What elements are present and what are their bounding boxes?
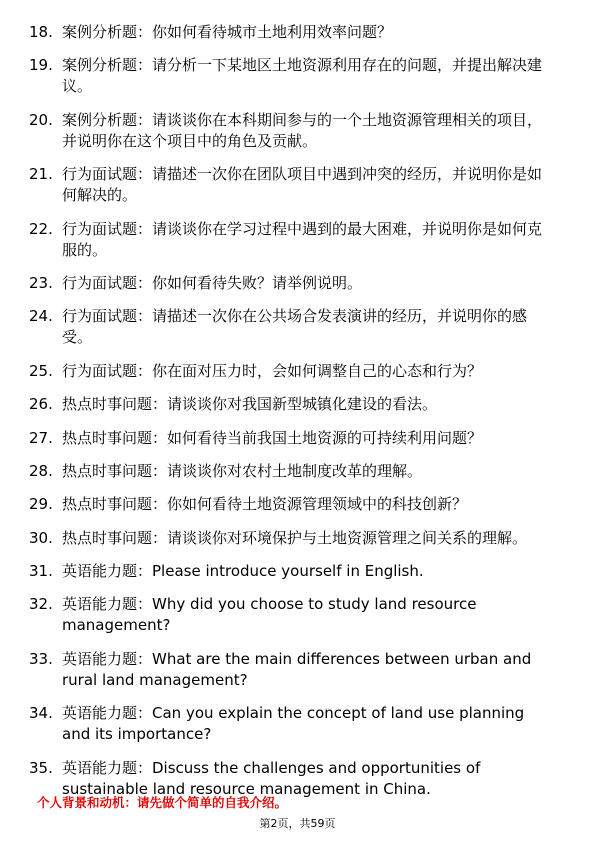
item-number: 26. <box>29 395 53 414</box>
list-item <box>0 594 595 636</box>
list-item <box>0 219 595 261</box>
item-number: 24. <box>29 307 53 326</box>
item-number: 35. <box>29 758 53 777</box>
item-number: 25. <box>29 361 53 380</box>
item-number: 20. <box>29 110 53 129</box>
page-footer: 第2页，共59页 <box>259 817 336 830</box>
list-item <box>0 164 595 206</box>
item-text: 英语能力题：Why did you choose to study land resource management? <box>62 595 477 635</box>
item-number: 19. <box>29 56 53 75</box>
item-number: 33. <box>29 649 53 668</box>
next-section-prompt: 个人背景和动机：请先做个简单的自我介绍。 <box>37 795 288 810</box>
item-number: 30. <box>29 528 53 547</box>
item-text: 热点时事问题：你如何看待土地资源管理领域中的科技创新？ <box>62 495 468 514</box>
list-item <box>0 494 595 515</box>
item-text: 英语能力题：Please introduce yourself in English. <box>62 562 424 581</box>
item-text: 热点时事问题：如何看待当前我国土地资源的可持续利用问题？ <box>62 428 483 447</box>
list-item <box>0 273 595 294</box>
item-number: 32. <box>29 595 53 614</box>
list-item <box>0 306 595 348</box>
list-item <box>0 649 595 691</box>
list-item <box>0 394 595 415</box>
list-item <box>0 461 595 482</box>
item-text: 热点时事问题：请谈谈你对环境保护与土地资源管理之间关系的理解。 <box>62 528 528 547</box>
item-number: 28. <box>29 461 53 480</box>
item-number: 18. <box>29 23 53 41</box>
item-text: 案例分析题：请谈谈你在本科期间参与的一个土地资源管理相关的项目，并说明你在这个项目中的角色及贡献。 <box>62 110 543 150</box>
item-text: 行为面试题：请描述一次你在团队项目中遇到冲突的经历，并说明你是如何解决的。 <box>62 165 543 205</box>
item-text: 行为面试题：你如何看待失败？请举例说明。 <box>62 273 363 292</box>
list-item <box>0 561 595 582</box>
list-item <box>0 428 595 449</box>
list-item <box>0 110 595 152</box>
item-text: 行为面试题：请谈谈你在学习过程中遇到的最大困难，并说明你是如何克服的。 <box>62 219 543 259</box>
item-number: 23. <box>29 273 53 292</box>
item-text: 案例分析题：你如何看待城市土地利用效率问题？ <box>62 23 393 41</box>
item-number: 22. <box>29 219 53 238</box>
list-item <box>0 55 595 97</box>
item-text: 行为面试题：请描述一次你在公共场合发表演讲的经历，并说明你的感受。 <box>62 307 528 347</box>
item-text: 热点时事问题：请谈谈你对农村土地制度改革的理解。 <box>62 461 423 480</box>
item-text: 案例分析题：请分析一下某地区土地资源利用存在的问题，并提出解决建议。 <box>62 56 543 96</box>
item-text: 热点时事问题：请谈谈你对我国新型城镇化建设的看法。 <box>62 395 438 414</box>
list-item <box>0 528 595 549</box>
item-number: 34. <box>29 704 53 723</box>
item-number: 21. <box>29 165 53 184</box>
item-text: 行为面试题：你在面对压力时，会如何调整自己的心态和行为？ <box>62 361 483 380</box>
item-number: 29. <box>29 495 53 514</box>
question-list <box>0 22 595 812</box>
list-item <box>0 361 595 382</box>
item-number: 27. <box>29 428 53 447</box>
item-text: 英语能力题：Discuss the challenges and opportunities of sustainable land resource management in China. <box>62 758 481 798</box>
item-number: 31. <box>29 562 53 581</box>
list-item <box>0 22 595 43</box>
item-text: 英语能力题：What are the main differences between urban and rural land management? <box>62 649 532 689</box>
list-item <box>0 703 595 745</box>
item-text: 英语能力题：Can you explain the concept of land use planning and its importance? <box>62 704 525 744</box>
